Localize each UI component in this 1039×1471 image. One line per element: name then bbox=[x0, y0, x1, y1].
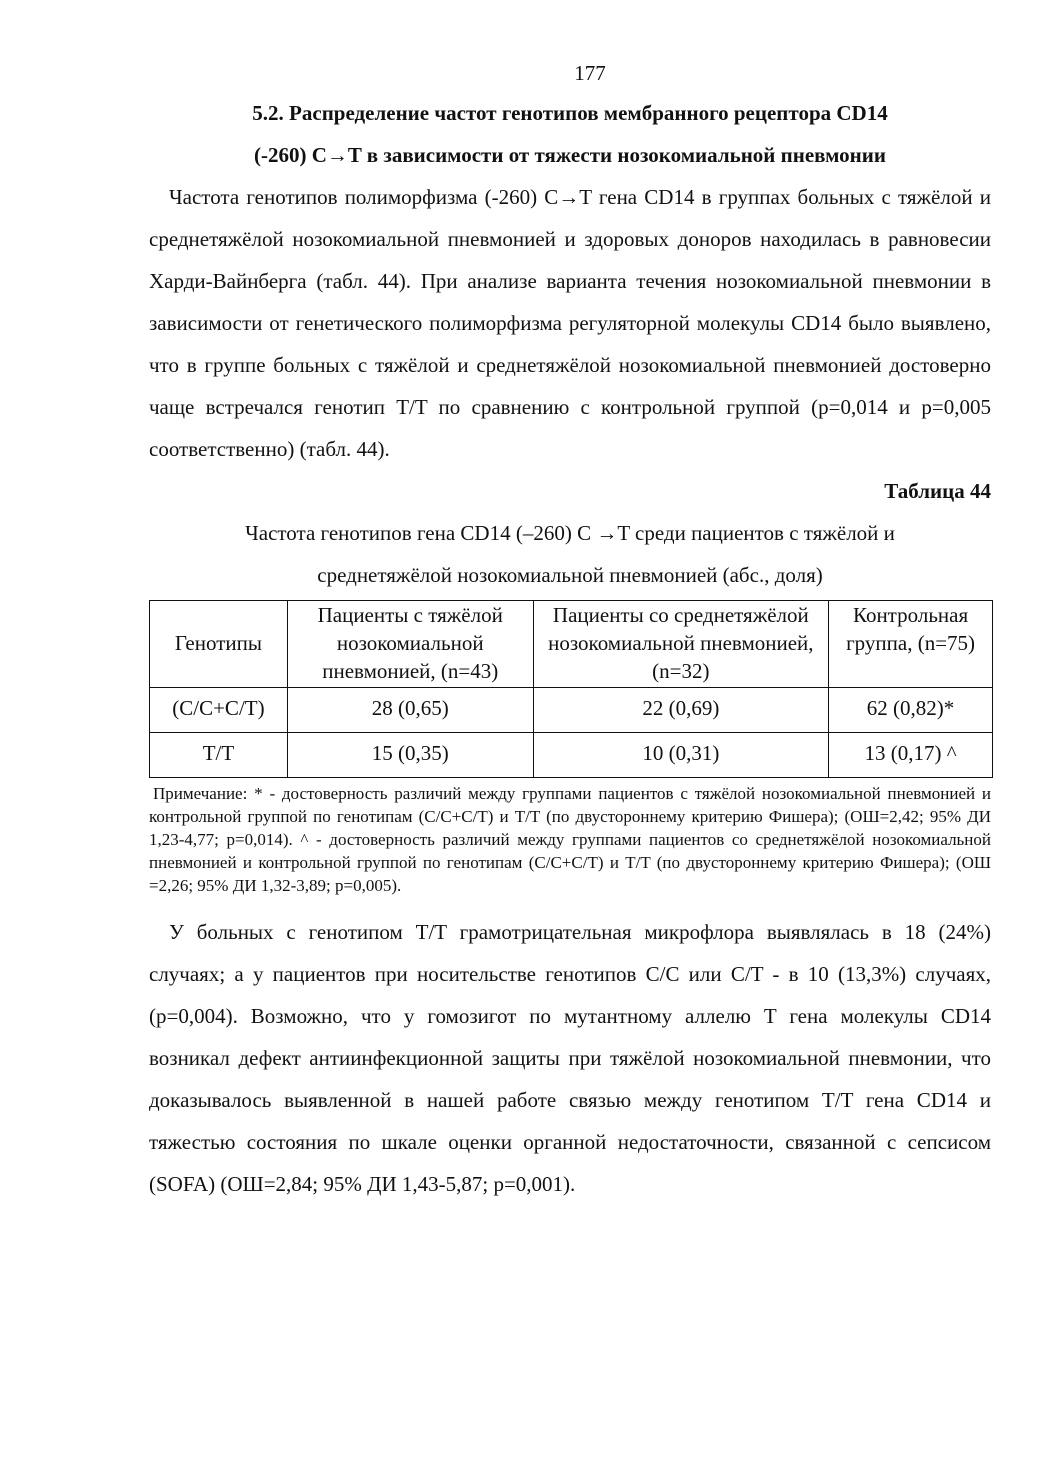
header-severe: Пациенты с тяжёлой нозокомиальной пневмонией, (n=43) bbox=[287, 601, 533, 688]
table-row bbox=[150, 733, 993, 778]
table-label: Таблица 44 bbox=[884, 479, 991, 503]
cell-control: 62 (0,82)* bbox=[829, 688, 993, 733]
paragraph-2: У больных с генотипом T/T грамотрицательная микрофлора выявлялась в 18 (24%) случаях; а у пациентов при носительстве генотипов C/C или C/T - в 10 (13,3%) случаях, (р=0,004). Возможно, что у гомозигот по мутантному аллелю T гена молекулы CD14 возникал дефект антиинфекционной защиты при тяжёлой нозокомиальной пневмонии, что доказывалось выявленной в нашей работе связью между генотипом T/T гена CD14 и тяжестью состояния по шкале оценки органной недостаточности, связанной с сепсисом (SOFA) (ОШ=2,84; 95% ДИ 1,43-5,87; р=0,001). bbox=[149, 920, 991, 1196]
table-caption-line-2: среднетяжёлой нозокомиальной пневмонией (абс., доля) bbox=[317, 563, 823, 587]
cell-genotype: (C/C+C/T) bbox=[150, 688, 288, 733]
table-caption-line-1: Частота генотипов гена CD14 (–260) C →T среди пациентов с тяжёлой и bbox=[245, 521, 895, 545]
paragraph-1: Частота генотипов полиморфизма (-260) C→T гена CD14 в группах больных с тяжёлой и среднетяжёлой нозокомиальной пневмонией и здоровых доноров находилась в равновесии Харди-Вайнберга (табл. 44). При анализе варианта течения нозокомиальной пневмонии в зависимости от генетического полиморфизма регуляторной молекулы CD14 было выявлено, что в группе больных с тяжёлой и среднетяжёлой нозокомиальной пневмонией достоверно чаще встречался генотип T/T по сравнению с контрольной группой (р=0,014 и р=0,005 соответственно) (табл. 44). bbox=[149, 185, 991, 461]
table-caption bbox=[149, 512, 991, 596]
cell-control: 13 (0,17) ^ bbox=[829, 733, 993, 778]
section-heading bbox=[149, 92, 991, 176]
header-moderate: Пациенты со среднетяжёлой нозокомиальной пневмонией, (n=32) bbox=[533, 601, 829, 688]
cell-severe: 28 (0,65) bbox=[287, 688, 533, 733]
cell-genotype: T/T bbox=[150, 733, 288, 778]
page-number: 177 bbox=[574, 61, 606, 85]
section-heading-line-1: 5.2. Распределение частот генотипов мембранного рецептора CD14 bbox=[252, 101, 888, 125]
header-genotypes: Генотипы bbox=[150, 601, 288, 688]
document-page bbox=[149, 60, 991, 1205]
table-header-row bbox=[150, 601, 993, 688]
section-heading-line-2: (-260) C→T в зависимости от тяжести нозокомиальной пневмонии bbox=[254, 143, 886, 167]
table-note: Примечание: * - достоверность различий между группами пациентов с тяжёлой нозокомиальной пневмонией и контрольной группой по генотипам (C/C+C/T) и T/T (по двустороннему критерию Фишера); (ОШ=2,42; 95% ДИ 1,23-4,77; р=0,014). ^ - достоверность различий между группами пациентов со среднетяжёлой нозокомиальной пневмонией и контрольной группой по генотипам (C/C+C/T) и T/T (по двустороннему критерию Фишера); (ОШ =2,26; 95% ДИ 1,32-3,89; р=0,005). bbox=[149, 784, 991, 895]
cell-severe: 15 (0,35) bbox=[287, 733, 533, 778]
table-row bbox=[150, 688, 993, 733]
cell-moderate: 10 (0,31) bbox=[533, 733, 829, 778]
genotype-frequency-table bbox=[149, 600, 993, 778]
cell-moderate: 22 (0,69) bbox=[533, 688, 829, 733]
header-control: Контрольная группа, (n=75) bbox=[829, 601, 993, 688]
